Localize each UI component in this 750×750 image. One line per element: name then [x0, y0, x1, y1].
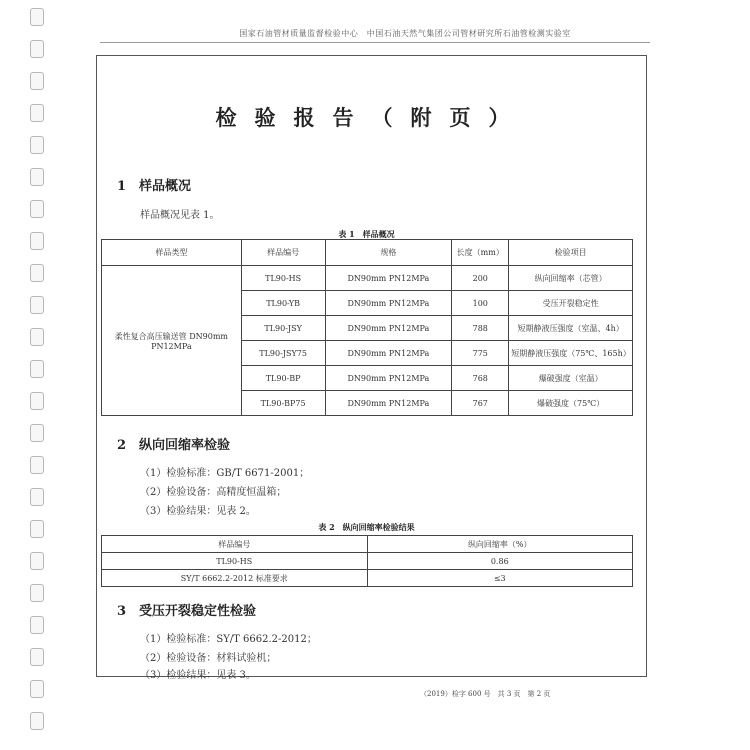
column-header: 样品编号: [102, 536, 368, 553]
spec-cell: DN90mm PN12MPa: [325, 291, 452, 316]
binder-hole: [30, 328, 44, 346]
binder-hole: [30, 584, 44, 602]
binder-hole: [30, 360, 44, 378]
length-cell: 200: [452, 266, 509, 291]
binder-hole: [30, 616, 44, 634]
sample-id-cell: TL90-JSY75: [241, 341, 325, 366]
page-footer: （2019）检字 600 号 共 3 页 第 2 页: [420, 690, 551, 698]
spec-cell: DN90mm PN12MPa: [325, 391, 452, 416]
list-item: （3）检验结果：见表 2。: [140, 506, 256, 517]
sample-overview-table: [101, 239, 633, 416]
binder-hole: [30, 264, 44, 282]
sample-id-cell: TL90-BP75: [241, 391, 325, 416]
binder-hole: [30, 424, 44, 442]
test-item-cell: 爆破强度（75℃）: [509, 391, 633, 416]
column-header: 纵向回缩率（%）: [367, 536, 633, 553]
table-caption: 表 1 样品概况: [338, 229, 395, 239]
shrinkage-result-table: [101, 535, 633, 587]
binder-hole: [30, 40, 44, 58]
table-row: [102, 570, 633, 587]
binder-hole: [30, 520, 44, 538]
binder-hole: [30, 8, 44, 26]
binder-hole: [30, 712, 44, 730]
column-header: 样品类型: [102, 240, 242, 266]
binder-hole: [30, 456, 44, 474]
length-cell: 100: [452, 291, 509, 316]
binder-hole: [30, 488, 44, 506]
spec-cell: DN90mm PN12MPa: [325, 341, 452, 366]
section-number: 1: [117, 179, 127, 194]
column-header: 样品编号: [241, 240, 325, 266]
spec-cell: DN90mm PN12MPa: [325, 266, 452, 291]
binder-hole: [30, 552, 44, 570]
test-item-cell: 受压开裂稳定性: [509, 291, 633, 316]
section-number: 3: [117, 604, 127, 619]
page-title: 检验报告（附页）: [215, 105, 528, 130]
list-item: （2）检验设备：高精度恒温箱；: [140, 487, 287, 498]
list-item: （1）检验标准：SY/T 6662.2-2012；: [140, 634, 317, 645]
table-caption: 表 2 纵向回缩率检验结果: [318, 522, 415, 532]
sample-id-cell: TL90-BP: [241, 366, 325, 391]
length-cell: 767: [452, 391, 509, 416]
section-title: 受压开裂稳定性检验: [139, 604, 257, 619]
value-cell: ≤3: [367, 570, 633, 587]
list-item: （1）检验标准：GB/T 6671-2001；: [140, 468, 310, 479]
column-header: 检验项目: [509, 240, 633, 266]
binder-hole: [30, 168, 44, 186]
sample-type-cell: 柔性复合高压输送管 DN90mm PN12MPa: [102, 266, 242, 416]
sample-id-cell: TL90-YB: [241, 291, 325, 316]
section-number: 2: [117, 438, 127, 453]
test-item-cell: 爆破强度（室温）: [509, 366, 633, 391]
column-header: 长度（mm）: [452, 240, 509, 266]
length-cell: 768: [452, 366, 509, 391]
binder-hole: [30, 392, 44, 410]
length-cell: 788: [452, 316, 509, 341]
spec-cell: DN90mm PN12MPa: [325, 366, 452, 391]
table-row: [102, 266, 633, 291]
binder-hole: [30, 296, 44, 314]
binder-hole: [30, 200, 44, 218]
table-header-row: [102, 536, 633, 553]
binder-hole: [30, 232, 44, 250]
length-cell: 775: [452, 341, 509, 366]
list-item: （3）检验结果：见表 3。: [140, 670, 256, 681]
list-item: （2）检验设备：材料试验机；: [140, 653, 277, 664]
binder-hole: [30, 104, 44, 122]
value-cell: 0.86: [367, 553, 633, 570]
test-item-cell: 短期静液压强度（室温、4h）: [509, 316, 633, 341]
section-text: 样品概况见表 1。: [140, 210, 220, 221]
section-title: 纵向回缩率检验: [139, 438, 231, 453]
section-heading: [117, 175, 191, 194]
sample-id-cell: TL90-HS: [241, 266, 325, 291]
page-header: 国家石油管材质量监督检验中心 中国石油天然气集团公司管材研究所石油管检测实验室: [239, 29, 571, 38]
binder-hole: [30, 136, 44, 154]
header-divider: [100, 42, 650, 43]
binder-hole: [30, 648, 44, 666]
section-heading: [117, 434, 230, 453]
column-header: 规格: [325, 240, 452, 266]
spec-cell: DN90mm PN12MPa: [325, 316, 452, 341]
section-heading: [117, 600, 256, 619]
section-title: 样品概况: [139, 179, 192, 194]
standard-cell: SY/T 6662.2-2012 标准要求: [102, 570, 368, 587]
sample-id-cell: TL90-HS: [102, 553, 368, 570]
test-item-cell: 短期静液压强度（75℃、165h）: [509, 341, 633, 366]
table-header-row: [102, 240, 633, 266]
table-row: [102, 553, 633, 570]
binder-hole: [30, 680, 44, 698]
test-item-cell: 纵向回缩率（芯管）: [509, 266, 633, 291]
sample-id-cell: TL90-JSY: [241, 316, 325, 341]
binder-holes: [30, 0, 46, 750]
binder-hole: [30, 72, 44, 90]
